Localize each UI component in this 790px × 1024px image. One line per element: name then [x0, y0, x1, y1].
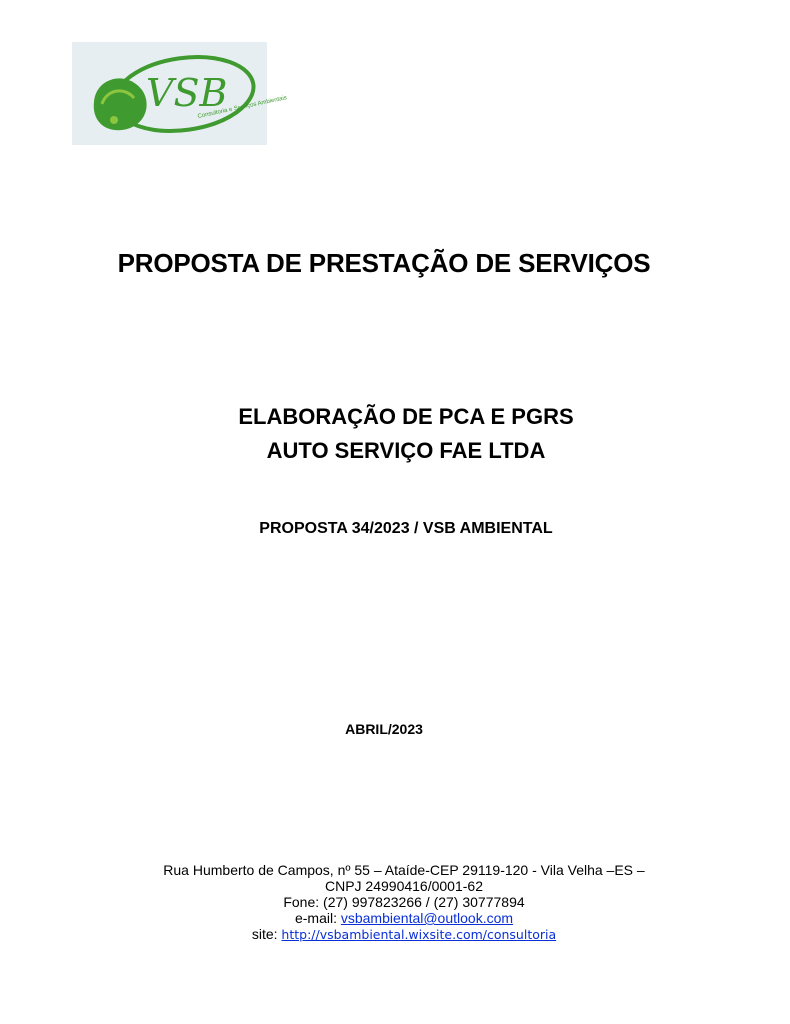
- logo-tagline: Consultoria e Serviços Ambientais: [197, 95, 288, 120]
- email-label: e-mail:: [294, 910, 337, 926]
- phone-line: Fone: (27) 997823266 / (27) 30777894: [283, 894, 525, 910]
- proposal-number: PROPOSTA 34/2023 / VSB AMBIENTAL: [259, 520, 553, 537]
- logo-brand-text: VSB: [146, 71, 228, 115]
- site-line: [20, 926, 788, 943]
- email-link[interactable]: vsbambiental@outlook.com: [340, 910, 514, 926]
- document-date: ABRIL/2023: [345, 721, 423, 737]
- document-title: PROPOSTA DE PRESTAÇÃO DE SERVIÇOS: [117, 248, 651, 278]
- cnpj-line: CNPJ 24990416/0001-62: [324, 878, 483, 894]
- address-line: Rua Humberto de Campos, nº 55 – Ataíde-CEP 29119-120 - Vila Velha –ES –: [163, 862, 645, 878]
- contact-footer: [20, 862, 788, 943]
- vsb-logo-graphic: [72, 42, 288, 145]
- client-name: AUTO SERVIÇO FAE LTDA: [266, 438, 546, 463]
- document-subtitles: [22, 400, 790, 468]
- company-logo: [72, 42, 288, 145]
- email-line: [20, 910, 788, 926]
- site-label: site:: [251, 926, 278, 942]
- site-link[interactable]: http://vsbambiental.wixsite.com/consultoria: [281, 927, 557, 942]
- service-description: ELABORAÇÃO DE PCA E PGRS: [238, 404, 574, 429]
